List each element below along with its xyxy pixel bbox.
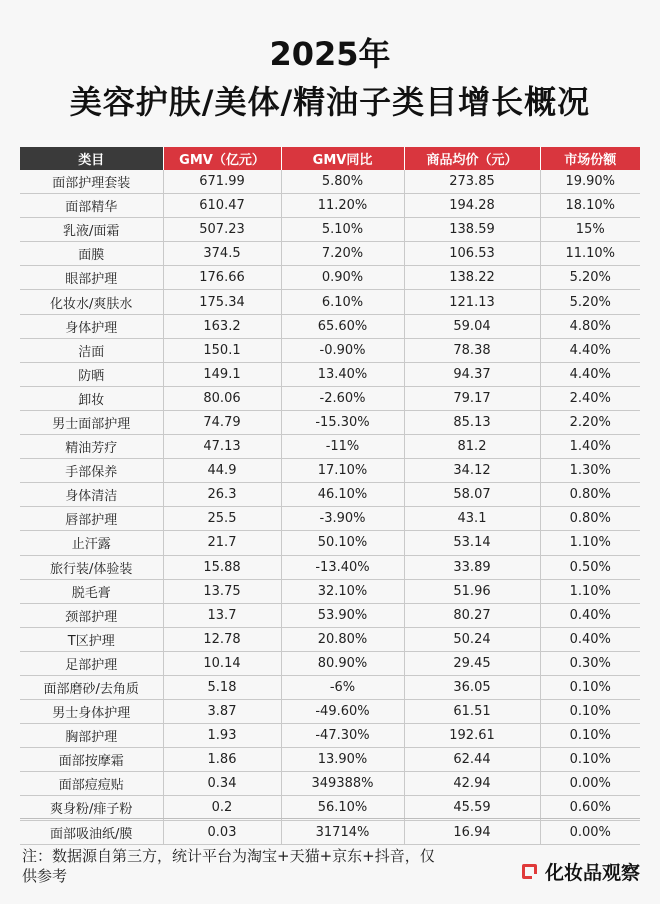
cell-market-share: 0.00%: [540, 772, 640, 796]
table-row: [20, 579, 640, 603]
table-row: [20, 242, 640, 266]
cell-market-share: 4.40%: [540, 362, 640, 386]
cell-category: 脱毛膏: [20, 579, 163, 603]
cell-market-share: 1.40%: [540, 435, 640, 459]
cell-market-share: 0.80%: [540, 507, 640, 531]
cell-gmv-yoy: 56.10%: [281, 796, 404, 820]
cell-avg-price: 194.28: [404, 194, 540, 218]
brand-square-icon: [522, 864, 537, 879]
cell-avg-price: 79.17: [404, 386, 540, 410]
cell-gmv: 10.14: [163, 651, 281, 675]
cell-market-share: 2.40%: [540, 386, 640, 410]
cell-avg-price: 78.38: [404, 338, 540, 362]
source-note: 注：数据源自第三方，统计平台为淘宝+天猫+京东+抖音，仅供参考: [22, 847, 435, 885]
cell-gmv: 80.06: [163, 386, 281, 410]
header-gmv-yoy: GMV同比: [281, 147, 404, 170]
cell-gmv-yoy: 32.10%: [281, 579, 404, 603]
cell-gmv-yoy: 80.90%: [281, 651, 404, 675]
cell-gmv: 21.7: [163, 531, 281, 555]
cell-avg-price: 53.14: [404, 531, 540, 555]
cell-gmv-yoy: 50.10%: [281, 531, 404, 555]
table-row: [20, 675, 640, 699]
cell-gmv-yoy: 65.60%: [281, 314, 404, 338]
header-avg-price: 商品均价（元）: [404, 147, 540, 170]
cell-market-share: 5.20%: [540, 266, 640, 290]
cell-market-share: 0.10%: [540, 700, 640, 724]
cell-gmv: 150.1: [163, 338, 281, 362]
cell-avg-price: 50.24: [404, 627, 540, 651]
table-row: [20, 459, 640, 483]
cell-market-share: 0.60%: [540, 796, 640, 820]
brand-logo: [522, 858, 640, 885]
category-growth-table: [20, 147, 640, 845]
cell-avg-price: 106.53: [404, 242, 540, 266]
cell-market-share: 1.30%: [540, 459, 640, 483]
cell-avg-price: 62.44: [404, 748, 540, 772]
cell-market-share: 1.10%: [540, 531, 640, 555]
cell-gmv: 0.03: [163, 820, 281, 844]
cell-market-share: 0.80%: [540, 483, 640, 507]
cell-avg-price: 34.12: [404, 459, 540, 483]
table-row: [20, 218, 640, 242]
cell-gmv: 5.18: [163, 675, 281, 699]
cell-market-share: 2.20%: [540, 410, 640, 434]
cell-avg-price: 61.51: [404, 700, 540, 724]
table-row: [20, 796, 640, 820]
cell-avg-price: 273.85: [404, 170, 540, 194]
cell-gmv: 13.7: [163, 603, 281, 627]
cell-gmv-yoy: 13.40%: [281, 362, 404, 386]
cell-market-share: 4.40%: [540, 338, 640, 362]
cell-gmv: 507.23: [163, 218, 281, 242]
cell-market-share: 0.10%: [540, 724, 640, 748]
cell-avg-price: 85.13: [404, 410, 540, 434]
table-row: [20, 820, 640, 844]
cell-gmv-yoy: -49.60%: [281, 700, 404, 724]
table-row: [20, 338, 640, 362]
cell-gmv: 610.47: [163, 194, 281, 218]
table-row: [20, 724, 640, 748]
cell-gmv-yoy: 17.10%: [281, 459, 404, 483]
cell-gmv: 176.66: [163, 266, 281, 290]
cell-market-share: 0.00%: [540, 820, 640, 844]
cell-market-share: 19.90%: [540, 170, 640, 194]
cell-gmv: 3.87: [163, 700, 281, 724]
cell-gmv-yoy: -3.90%: [281, 507, 404, 531]
cell-category: 身体护理: [20, 314, 163, 338]
table-row: [20, 170, 640, 194]
cell-category: 洁面: [20, 338, 163, 362]
cell-gmv: 163.2: [163, 314, 281, 338]
cell-avg-price: 138.59: [404, 218, 540, 242]
cell-market-share: 0.30%: [540, 651, 640, 675]
cell-gmv: 0.2: [163, 796, 281, 820]
cell-category: 面部痘痘贴: [20, 772, 163, 796]
cell-gmv: 1.86: [163, 748, 281, 772]
cell-gmv-yoy: 20.80%: [281, 627, 404, 651]
cell-gmv: 13.75: [163, 579, 281, 603]
cell-category: 防晒: [20, 362, 163, 386]
cell-gmv-yoy: 349388%: [281, 772, 404, 796]
cell-category: 乳液/面霜: [20, 218, 163, 242]
cell-category: 男士面部护理: [20, 410, 163, 434]
table-row: [20, 314, 640, 338]
cell-category: 男士身体护理: [20, 700, 163, 724]
cell-category: 足部护理: [20, 651, 163, 675]
table-row: [20, 507, 640, 531]
cell-gmv-yoy: 6.10%: [281, 290, 404, 314]
cell-category: 爽身粉/痱子粉: [20, 796, 163, 820]
cell-avg-price: 42.94: [404, 772, 540, 796]
table-row: [20, 483, 640, 507]
cell-category: 化妆水/爽肤水: [20, 290, 163, 314]
cell-category: 旅行装/体验装: [20, 555, 163, 579]
cell-gmv: 47.13: [163, 435, 281, 459]
header-gmv: GMV（亿元）: [163, 147, 281, 170]
cell-gmv: 0.34: [163, 772, 281, 796]
cell-category: 唇部护理: [20, 507, 163, 531]
cell-avg-price: 94.37: [404, 362, 540, 386]
cell-market-share: 0.10%: [540, 748, 640, 772]
cell-category: 眼部护理: [20, 266, 163, 290]
cell-gmv: 671.99: [163, 170, 281, 194]
cell-gmv-yoy: 5.10%: [281, 218, 404, 242]
cell-gmv-yoy: 46.10%: [281, 483, 404, 507]
cell-gmv-yoy: -2.60%: [281, 386, 404, 410]
cell-category: 手部保养: [20, 459, 163, 483]
cell-category: 精油芳疗: [20, 435, 163, 459]
cell-market-share: 18.10%: [540, 194, 640, 218]
cell-avg-price: 58.07: [404, 483, 540, 507]
cell-market-share: 15%: [540, 218, 640, 242]
cell-category: 止汗露: [20, 531, 163, 555]
cell-avg-price: 59.04: [404, 314, 540, 338]
header-market-share: 市场份额: [540, 147, 640, 170]
cell-category: 颈部护理: [20, 603, 163, 627]
cell-category: T区护理: [20, 627, 163, 651]
brand-name: 化妆品观察: [544, 862, 640, 884]
table-row: [20, 603, 640, 627]
cell-category: 身体清洁: [20, 483, 163, 507]
cell-gmv-yoy: -15.30%: [281, 410, 404, 434]
cell-gmv: 149.1: [163, 362, 281, 386]
cell-gmv: 44.9: [163, 459, 281, 483]
cell-market-share: 0.40%: [540, 603, 640, 627]
cell-market-share: 0.40%: [540, 627, 640, 651]
cell-avg-price: 43.1: [404, 507, 540, 531]
table-row: [20, 362, 640, 386]
cell-gmv-yoy: 7.20%: [281, 242, 404, 266]
cell-gmv: 175.34: [163, 290, 281, 314]
cell-category: 卸妆: [20, 386, 163, 410]
cell-gmv-yoy: -6%: [281, 675, 404, 699]
table-row: [20, 772, 640, 796]
cell-gmv: 25.5: [163, 507, 281, 531]
cell-gmv: 74.79: [163, 410, 281, 434]
table-row: [20, 531, 640, 555]
cell-avg-price: 16.94: [404, 820, 540, 844]
cell-category: 面部按摩霜: [20, 748, 163, 772]
cell-avg-price: 121.13: [404, 290, 540, 314]
table-row: [20, 386, 640, 410]
table-row: [20, 290, 640, 314]
table-row: [20, 194, 640, 218]
cell-gmv-yoy: -0.90%: [281, 338, 404, 362]
table-row: [20, 700, 640, 724]
cell-avg-price: 33.89: [404, 555, 540, 579]
cell-gmv-yoy: 53.90%: [281, 603, 404, 627]
cell-gmv: 12.78: [163, 627, 281, 651]
table-row: [20, 555, 640, 579]
cell-gmv-yoy: 31714%: [281, 820, 404, 844]
header-category: 类目: [20, 147, 163, 170]
cell-category: 面部护理套装: [20, 170, 163, 194]
table-row: [20, 266, 640, 290]
cell-avg-price: 51.96: [404, 579, 540, 603]
table-row: [20, 748, 640, 772]
cell-market-share: 1.10%: [540, 579, 640, 603]
cell-avg-price: 45.59: [404, 796, 540, 820]
table-row: [20, 627, 640, 651]
table-body: [20, 170, 640, 844]
cell-gmv-yoy: -11%: [281, 435, 404, 459]
table-header-row: [20, 147, 640, 170]
cell-market-share: 11.10%: [540, 242, 640, 266]
page-title-year: 2025年: [269, 35, 391, 73]
cell-category: 面部精华: [20, 194, 163, 218]
cell-avg-price: 36.05: [404, 675, 540, 699]
cell-category: 面膜: [20, 242, 163, 266]
cell-gmv-yoy: 11.20%: [281, 194, 404, 218]
cell-market-share: 0.50%: [540, 555, 640, 579]
table-row: [20, 435, 640, 459]
cell-avg-price: 138.22: [404, 266, 540, 290]
cell-category: 面部磨砂/去角质: [20, 675, 163, 699]
cell-gmv-yoy: 5.80%: [281, 170, 404, 194]
cell-market-share: 0.10%: [540, 675, 640, 699]
cell-avg-price: 81.2: [404, 435, 540, 459]
table-row: [20, 410, 640, 434]
cell-gmv-yoy: 13.90%: [281, 748, 404, 772]
cell-gmv: 26.3: [163, 483, 281, 507]
cell-market-share: 5.20%: [540, 290, 640, 314]
cell-gmv-yoy: -47.30%: [281, 724, 404, 748]
cell-avg-price: 29.45: [404, 651, 540, 675]
cell-category: 面部吸油纸/膜: [20, 820, 163, 844]
page-title-subject: 美容护肤/美体/精油子类目增长概况: [69, 83, 591, 121]
table-row: [20, 651, 640, 675]
cell-category: 胸部护理: [20, 724, 163, 748]
cell-gmv-yoy: 0.90%: [281, 266, 404, 290]
cell-avg-price: 80.27: [404, 603, 540, 627]
divider: [20, 818, 640, 819]
cell-avg-price: 192.61: [404, 724, 540, 748]
cell-gmv: 1.93: [163, 724, 281, 748]
cell-market-share: 4.80%: [540, 314, 640, 338]
cell-gmv-yoy: -13.40%: [281, 555, 404, 579]
cell-gmv: 374.5: [163, 242, 281, 266]
cell-gmv: 15.88: [163, 555, 281, 579]
